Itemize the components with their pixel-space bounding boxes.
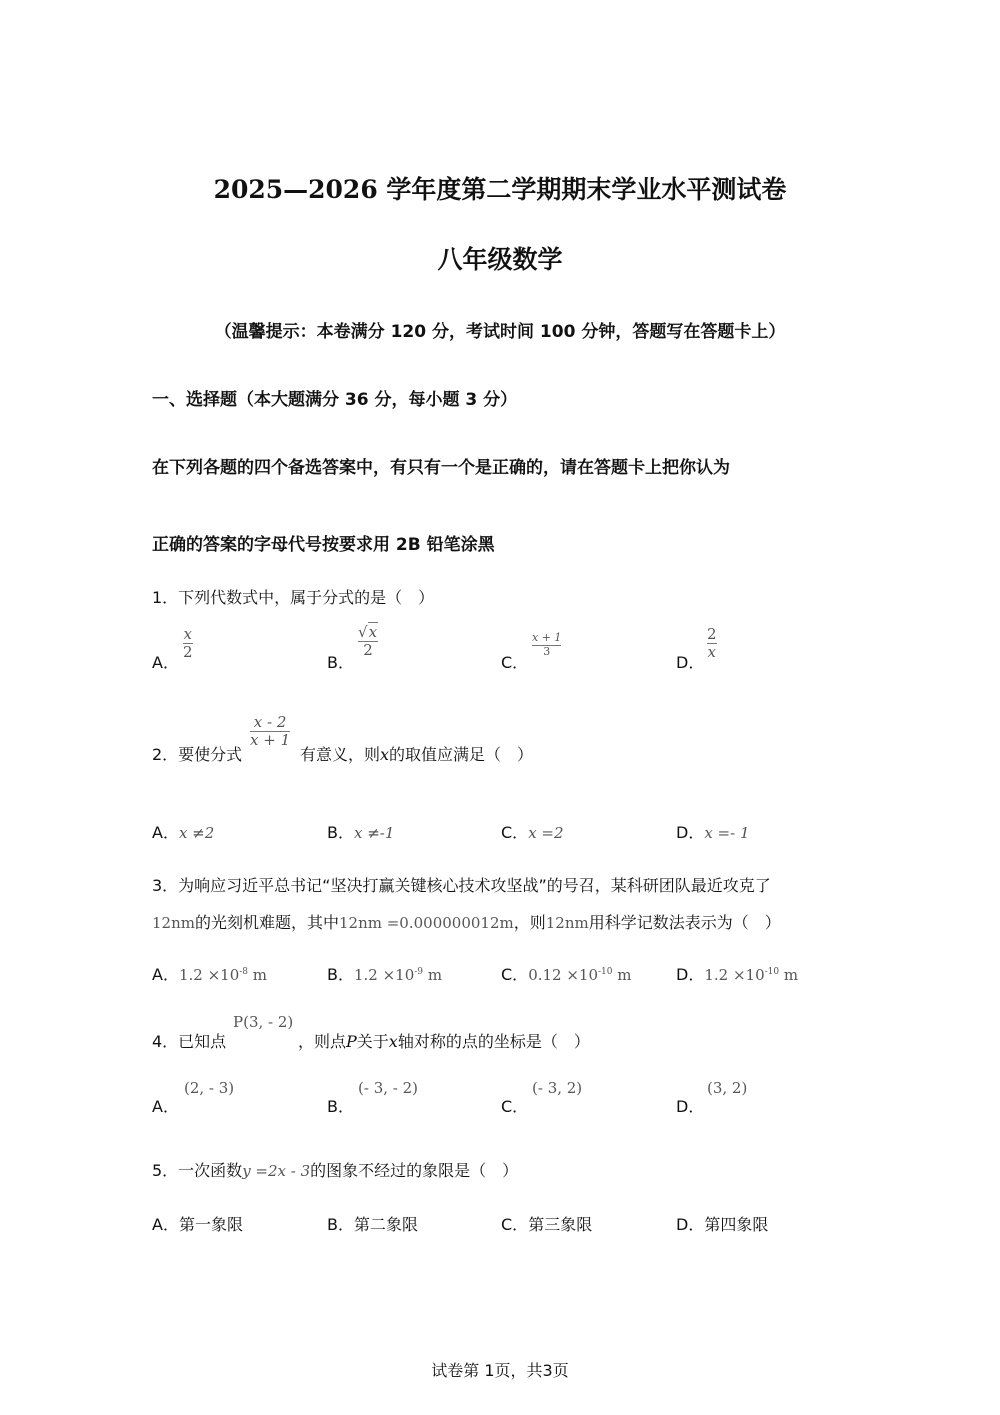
q1-a-denominator: 2 xyxy=(183,643,193,662)
question-3-line2: 12nm的光刻机难题，其中12nm =0.000000012m，则12nm用科学记数法表示为（ ） xyxy=(152,913,781,932)
q4-b-expr: (- 3, - 2) xyxy=(358,1079,418,1097)
q3-option-c: C．$0.12 \times 10^{-10}$ m xyxy=(501,965,632,984)
q1-option-b-label: B． xyxy=(327,653,354,672)
exam-notice: （温馨提示：本卷满分 120 分，考试时间 100 分钟，答题写在答题卡上） xyxy=(214,322,786,342)
q1-d-numerator: 2 xyxy=(707,625,717,643)
q3-option-b: B．$1.2 \times 10^{-9}$ m xyxy=(327,965,443,984)
q2-var: x xyxy=(380,745,390,764)
q5-option-a: A．第一象限 xyxy=(152,1215,243,1234)
q1-option-b-fraction xyxy=(358,624,378,660)
q3-option-d: D．$1.2 \times 10^{-10}$ m xyxy=(676,965,799,984)
q1-a-numerator: x xyxy=(183,625,192,643)
q1-option-d-label: D． xyxy=(676,653,705,672)
q4-option-b-label: B． xyxy=(327,1097,354,1116)
q2-d-expr: x =- 1 xyxy=(704,824,750,842)
q4-p: P xyxy=(346,1032,357,1051)
question-4-rest: ，则点P关于x轴对称的点的坐标是（ ） xyxy=(298,1032,590,1051)
question-3-line1: 3．为响应习近平总书记“坚决打赢关键核心技术攻坚战”的号召，某科研团队最近攻克了 xyxy=(152,876,771,895)
question-2-rest xyxy=(300,742,533,765)
q1-b-numerator: x xyxy=(368,623,378,641)
q4-option-d-label: D． xyxy=(676,1097,705,1116)
exam-subtitle: 八年级数学 xyxy=(437,245,563,274)
q1-option-c-label: C． xyxy=(501,653,529,672)
question-4-pre: 4．已知点 xyxy=(152,1032,227,1051)
q2-c-expr: x =2 xyxy=(528,824,564,842)
q1-option-a-label: A． xyxy=(152,653,179,672)
q2-fraction xyxy=(250,714,290,750)
q3-d-expr: $1.2 \times 10^{-10}$ m xyxy=(704,966,799,984)
q3-option-a: A．$1.2 \times 10^{-8}$ m xyxy=(152,965,268,984)
q2-numerator: x - 2 xyxy=(253,713,287,731)
q2-option-d: D．x =- 1 xyxy=(676,823,750,842)
q4-option-c-label: C． xyxy=(501,1097,529,1116)
q5-option-d: D．第四象限 xyxy=(676,1215,769,1234)
q2-option-a: A．x ≠2 xyxy=(152,823,215,842)
sqrt-icon: √ xyxy=(358,623,368,641)
q3-12nm-a: 12nm xyxy=(152,914,195,932)
q3-c-expr: $0.12 \times 10^{-10}$ m xyxy=(528,966,632,984)
q1-b-denominator: 2 xyxy=(363,641,373,660)
q1-option-a-fraction xyxy=(183,626,193,662)
section-instruction-line1: 在下列各题的四个备选答案中，有只有一个是正确的，请在答题卡上把你认为 xyxy=(152,458,730,478)
q3-b-expr: $1.2 \times 10^{-9}$ m xyxy=(353,966,443,984)
q1-option-c-fraction xyxy=(532,632,561,658)
q2-denominator: x + 1 xyxy=(250,731,291,750)
q2-option-b: B．x ≠-1 xyxy=(327,823,395,842)
question-2-pre: 2．要使分式 xyxy=(152,745,243,764)
q3-12nm-b: 12nm xyxy=(545,914,589,932)
q4-option-a-label: A． xyxy=(152,1097,179,1116)
q3-equation: 12nm =0.000000012m xyxy=(339,914,514,932)
q5-option-c: C．第三象限 xyxy=(501,1215,593,1234)
section-instruction-line2: 正确的答案的字母代号按要求用 2B 铅笔涂黑 xyxy=(152,535,495,555)
q3-a-expr: $1.2 \times 10^{-8}$ m xyxy=(178,966,268,984)
q4-c-expr: (- 3, 2) xyxy=(532,1079,583,1097)
q4-x: x xyxy=(388,1032,398,1051)
q2-option-c: C．x =2 xyxy=(501,823,564,842)
q5-option-b: B．第二象限 xyxy=(327,1215,418,1234)
q4-point: P(3, - 2) xyxy=(233,1013,294,1031)
q1-c-denominator: 3 xyxy=(543,644,551,658)
q1-d-denominator: x xyxy=(707,643,716,662)
q2-mid: 有意义，则 xyxy=(300,745,381,764)
question-5: 5．一次函数y =2x - 3的图象不经过的象限是（ ） xyxy=(152,1161,519,1180)
page-footer: 试卷第 1页，共3页 xyxy=(431,1361,569,1380)
q2-post: 的取值应满足（ ） xyxy=(389,745,534,764)
section-heading: 一、选择题（本大题满分 36 分，每小题 3 分） xyxy=(152,390,518,410)
question-1-stem: 1．下列代数式中，属于分式的是（ ） xyxy=(152,588,435,607)
q2-b-expr: x ≠-1 xyxy=(353,824,395,842)
q4-d-expr: (3, 2) xyxy=(707,1079,748,1097)
q5-expr: y =2x - 3 xyxy=(242,1162,311,1180)
q1-c-numerator: x + 1 xyxy=(532,631,562,644)
q1-option-d-fraction xyxy=(707,626,717,662)
exam-title: 2025—2026 学年度第二学期期末学业水平测试卷 xyxy=(213,175,787,204)
q2-a-expr: x ≠2 xyxy=(178,824,215,842)
q4-a-expr: (2, - 3) xyxy=(184,1079,235,1097)
